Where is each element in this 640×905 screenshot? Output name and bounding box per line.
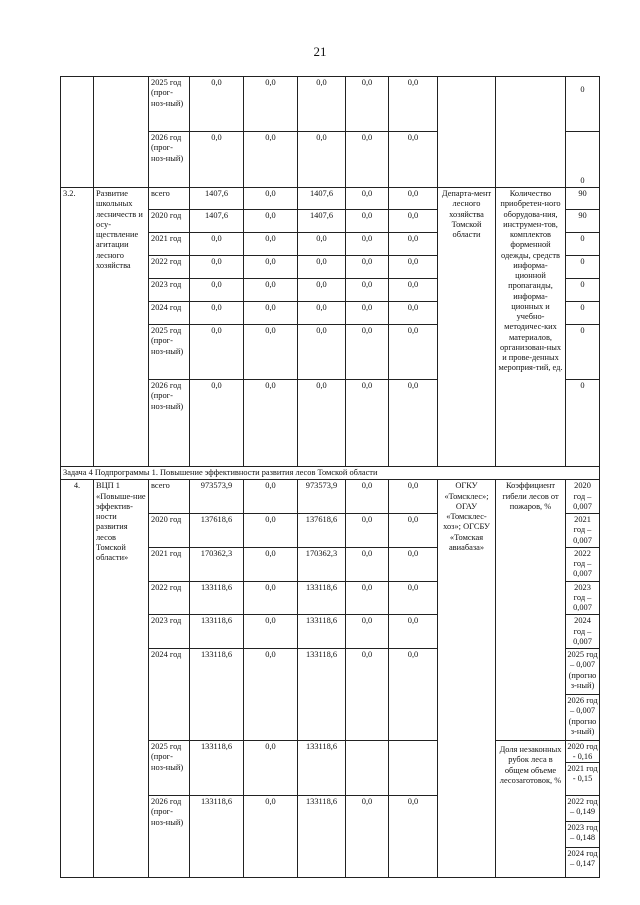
value-cell: 0,0	[346, 233, 389, 256]
value-cell: 133118,6	[190, 741, 244, 796]
value-cell: 0,0	[190, 302, 244, 325]
indicator-value-cell: 2024 год – 0,007	[566, 615, 600, 649]
value-cell	[389, 741, 438, 796]
value-cell: 0,0	[346, 514, 389, 548]
year-cell: 2025 год (прог-ноз-ный)	[149, 325, 190, 380]
year-cell: 2024 год	[149, 302, 190, 325]
year-cell: 2021 год	[149, 547, 190, 581]
value-cell: 0,0	[190, 132, 244, 188]
value-cell: 0,0	[389, 132, 438, 188]
value-cell: 1407,6	[190, 188, 244, 210]
table-row	[61, 77, 600, 132]
executor-cell: ОГКУ «Томсклес»; ОГАУ «Томсклес-хоз»; ОГСБУ «Томская авиабаза»	[438, 480, 496, 878]
value-cell: 0,0	[389, 210, 438, 233]
indicator-value-cell: 2023 год – 0,007	[566, 581, 600, 615]
indicator-value-cell: 2024 год – 0,147	[567, 849, 598, 869]
program-table	[60, 76, 600, 878]
value-cell: 0,0	[244, 302, 298, 325]
value-cell: 0,0	[346, 615, 389, 649]
indicator-value-stack	[566, 796, 600, 878]
value-cell: 0,0	[244, 188, 298, 210]
value-cell: 133118,6	[298, 796, 346, 878]
year-cell: 2023 год	[149, 279, 190, 302]
value-cell: 0,0	[244, 77, 298, 132]
value-cell: 137618,6	[298, 514, 346, 548]
value-cell: 0,0	[389, 380, 438, 467]
indicator-value-cell: 2021 год - 0,15	[567, 764, 598, 784]
executor-cell: Департа-мент лесного хозяйства Томской области	[438, 188, 496, 467]
value-cell: 0,0	[346, 256, 389, 279]
value-cell: 0,0	[244, 649, 298, 741]
number-cell	[61, 77, 94, 188]
value-cell: 0,0	[346, 581, 389, 615]
indicator-name-cell	[496, 77, 566, 188]
indicator-name-cell: Коэффициент гибели лесов от пожаров, %	[496, 480, 566, 741]
table-row	[61, 188, 600, 210]
value-cell: 133118,6	[298, 649, 346, 741]
indicator-value-cell: 0	[566, 380, 600, 467]
value-cell: 133118,6	[190, 581, 244, 615]
value-cell: 973573,9	[298, 480, 346, 514]
item-name: Развитие школьных лесничеств и осу-ществление агитации лесного хозяйства	[94, 188, 149, 467]
value-cell: 0,0	[389, 325, 438, 380]
value-cell: 0,0	[346, 796, 389, 878]
value-cell: 0,0	[346, 188, 389, 210]
indicator-value-cell: 0	[566, 279, 600, 302]
item-number: 4.	[61, 480, 94, 878]
value-cell: 0,0	[244, 480, 298, 514]
value-cell: 0,0	[298, 132, 346, 188]
value-cell: 0,0	[346, 325, 389, 380]
value-cell: 0,0	[389, 233, 438, 256]
value-cell: 0,0	[389, 649, 438, 741]
value-cell: 0,0	[244, 233, 298, 256]
year-cell: 2026 год (прог-ноз-ный)	[149, 380, 190, 467]
executor-cell	[438, 77, 496, 188]
value-cell: 0,0	[190, 325, 244, 380]
indicator-value-cell: 2022 год – 0,149	[566, 796, 599, 822]
value-cell: 0,0	[346, 302, 389, 325]
indicator-value-cell: 0	[566, 132, 600, 188]
value-cell: 0,0	[244, 256, 298, 279]
value-cell: 0,0	[244, 741, 298, 796]
indicator-value-cell: 0	[566, 233, 600, 256]
year-cell: 2024 год	[149, 649, 190, 741]
indicator-value-cell: 90	[566, 188, 600, 210]
value-cell: 0,0	[389, 514, 438, 548]
value-cell: 1407,6	[298, 188, 346, 210]
value-cell: 0,0	[244, 380, 298, 467]
indicator-value-cell: 2022 год – 0,007	[566, 547, 600, 581]
year-cell: всего	[149, 480, 190, 514]
indicator-value-cell: 2025 год – 0,007 (прогноз-ный)	[566, 649, 599, 695]
year-cell: 2022 год	[149, 256, 190, 279]
value-cell: 0,0	[244, 210, 298, 233]
indicator-value-cell: 0	[566, 302, 600, 325]
value-cell: 0,0	[298, 233, 346, 256]
table-row	[61, 480, 600, 514]
task-heading: Задача 4 Подпрограммы 1. Повышение эффективности развития лесов Томской области	[61, 467, 600, 480]
value-cell: 0,0	[346, 547, 389, 581]
indicator-value-stack	[566, 741, 600, 796]
year-cell: 2021 год	[149, 233, 190, 256]
indicator-value-cell: 2026 год – 0,007 (прогноз-ный)	[567, 696, 598, 736]
indicator-name-cell: Количество приобретен-ного оборудова-ния, инструмен-тов, комплектов форменной одежды, средств информа-ционной пропаганды, информа-ционных и учебно-методичес-ких материалов, организован-ных и прове-денных мероприя-тий, ед.	[496, 188, 566, 467]
indicator-value-cell: 90	[566, 210, 600, 233]
value-cell: 133118,6	[190, 796, 244, 878]
value-cell: 0,0	[190, 380, 244, 467]
indicator-value-stack	[566, 649, 600, 741]
year-cell: всего	[149, 188, 190, 210]
value-cell: 0,0	[346, 279, 389, 302]
value-cell: 0,0	[346, 210, 389, 233]
value-cell: 170362,3	[190, 547, 244, 581]
year-cell: 2022 год	[149, 581, 190, 615]
value-cell: 0,0	[244, 615, 298, 649]
value-cell: 0,0	[389, 302, 438, 325]
value-cell: 0,0	[389, 581, 438, 615]
value-cell: 133118,6	[190, 649, 244, 741]
value-cell: 0,0	[346, 77, 389, 132]
year-cell: 2023 год	[149, 615, 190, 649]
value-cell: 0,0	[346, 380, 389, 467]
value-cell: 0,0	[244, 279, 298, 302]
indicator-value-cell: 2020 год – 0,007	[566, 480, 600, 514]
value-cell: 170362,3	[298, 547, 346, 581]
value-cell: 0,0	[389, 480, 438, 514]
indicator-value-cell: 0	[566, 256, 600, 279]
value-cell: 0,0	[346, 480, 389, 514]
value-cell: 0,0	[244, 514, 298, 548]
value-cell: 0,0	[190, 279, 244, 302]
value-cell: 0,0	[389, 256, 438, 279]
page-number: 21	[313, 44, 327, 59]
value-cell: 133118,6	[298, 581, 346, 615]
value-cell: 133118,6	[298, 741, 346, 796]
indicator-name-cell: Доля незаконных рубок леса в общем объеме лесозаготовок, %	[496, 741, 566, 878]
value-cell	[346, 741, 389, 796]
year-cell: 2020 год	[149, 514, 190, 548]
value-cell: 0,0	[389, 188, 438, 210]
value-cell: 137618,6	[190, 514, 244, 548]
value-cell: 0,0	[190, 233, 244, 256]
value-cell: 973573,9	[190, 480, 244, 514]
year-cell: 2026 год (прог-ноз-ный)	[149, 132, 190, 188]
value-cell: 1407,6	[298, 210, 346, 233]
value-cell: 0,0	[190, 256, 244, 279]
value-cell: 0,0	[244, 581, 298, 615]
value-cell: 0,0	[298, 380, 346, 467]
table-row	[61, 467, 600, 480]
year-cell: 2025 год (прог-ноз-ный)	[149, 77, 190, 132]
value-cell: 0,0	[244, 132, 298, 188]
year-cell: 2025 год (прог-ноз-ный)	[149, 741, 190, 796]
value-cell: 0,0	[389, 615, 438, 649]
value-cell: 0,0	[298, 325, 346, 380]
value-cell: 0,0	[346, 649, 389, 741]
value-cell: 0,0	[190, 77, 244, 132]
indicator-value-cell: 2020 год - 0,16	[567, 742, 598, 762]
value-cell: 0,0	[298, 77, 346, 132]
value-cell: 0,0	[244, 325, 298, 380]
item-name: ВЦП 1 «Повыше-ние эффектив-ности развития лесов Томской области»	[94, 480, 149, 878]
indicator-value-cell: 2023 год – 0,148	[566, 822, 599, 848]
value-cell: 0,0	[389, 796, 438, 878]
value-cell: 0,0	[298, 256, 346, 279]
value-cell: 0,0	[298, 279, 346, 302]
value-cell: 1407,6	[190, 210, 244, 233]
value-cell: 0,0	[244, 796, 298, 878]
year-cell: 2026 год (прог-ноз-ный)	[149, 796, 190, 878]
value-cell: 0,0	[298, 302, 346, 325]
value-cell: 0,0	[389, 547, 438, 581]
indicator-value-cell: 0	[566, 77, 600, 132]
value-cell: 0,0	[389, 77, 438, 132]
value-cell: 0,0	[389, 279, 438, 302]
value-cell: 0,0	[244, 547, 298, 581]
name-cell	[94, 77, 149, 188]
item-number: 3.2.	[61, 188, 94, 467]
year-cell: 2020 год	[149, 210, 190, 233]
value-cell: 133118,6	[298, 615, 346, 649]
value-cell: 0,0	[346, 132, 389, 188]
indicator-value-cell: 0	[566, 325, 600, 380]
indicator-value-cell: 2021 год – 0,007	[566, 514, 600, 548]
value-cell: 133118,6	[190, 615, 244, 649]
